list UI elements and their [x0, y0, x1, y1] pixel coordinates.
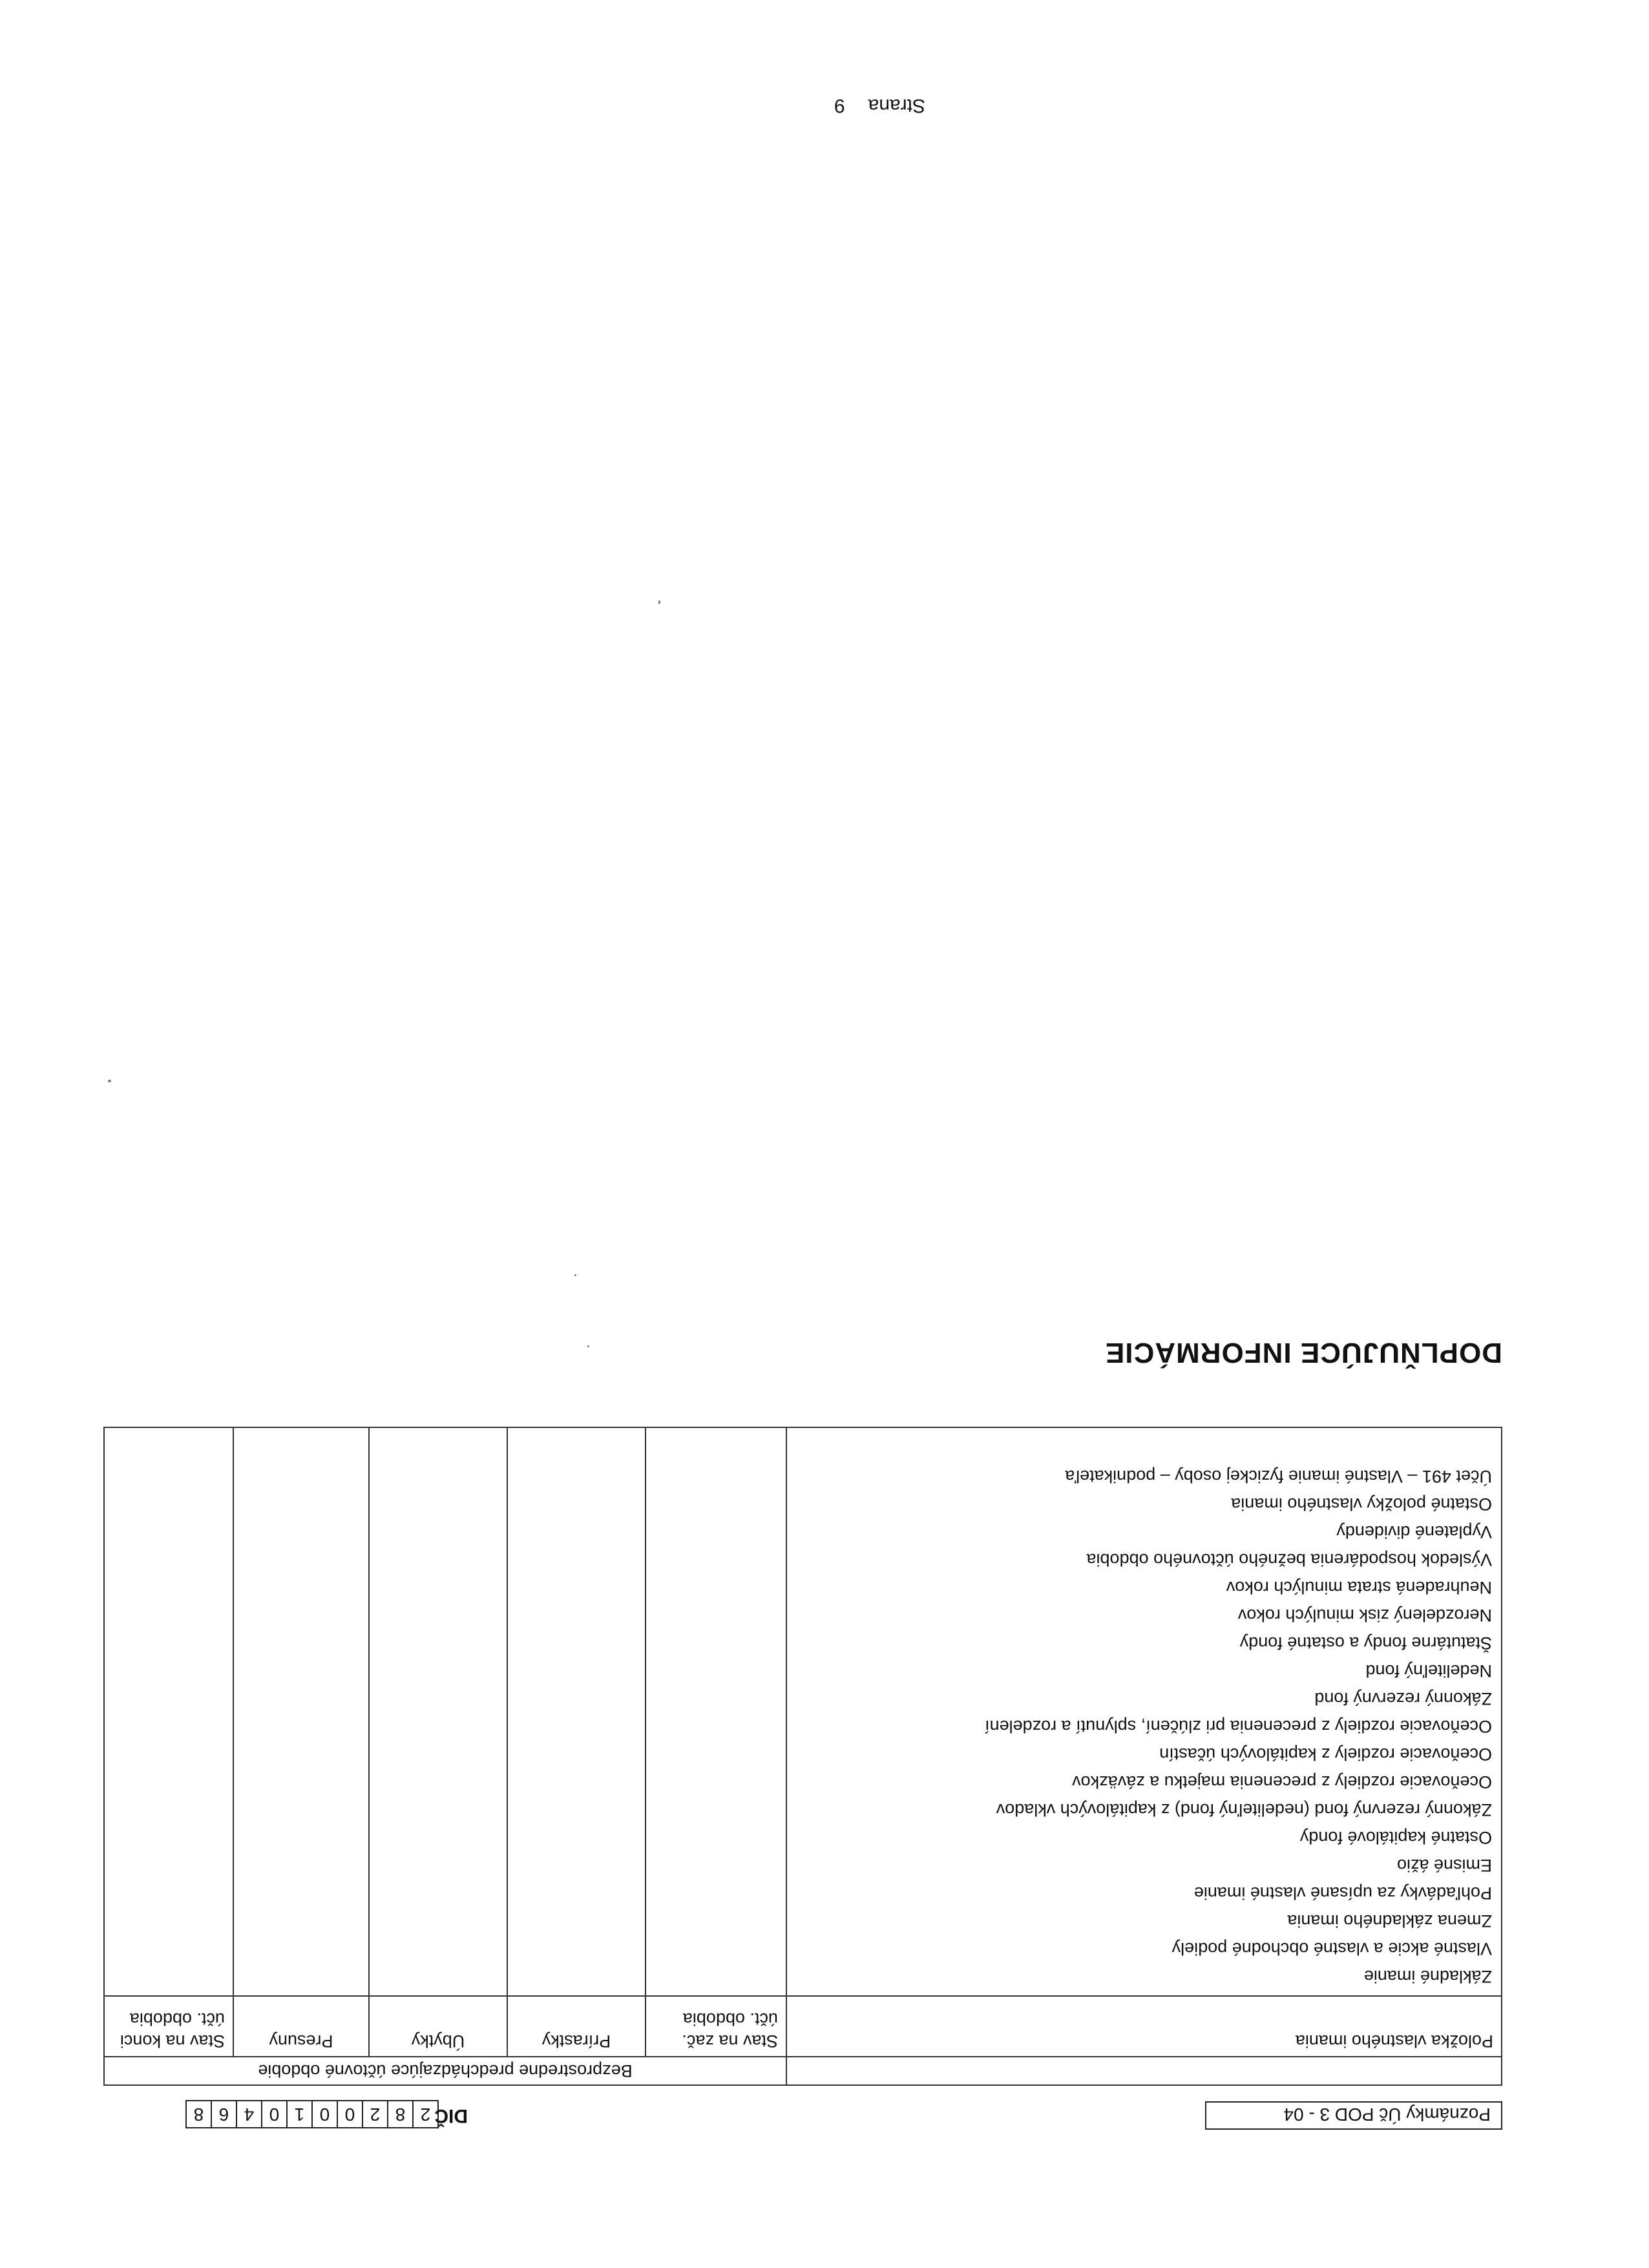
table-row-label: Výsledok hospodárenia bežného účtovného obdobia [1086, 1550, 1492, 1570]
table-row-label: Vlastné akcie a vlastné obchodné podiely [1171, 1939, 1492, 1958]
page-number-value: 9 [834, 95, 845, 116]
table-row-label: Nedeliteľný fond [1365, 1661, 1492, 1681]
table-row-label: Oceňovacie rozdiely z precenenia majetku a záväzkov [1072, 1772, 1492, 1792]
equity-items-cell [786, 1427, 1502, 1996]
value-cell-transfers[interactable] [233, 1427, 369, 1996]
col-header-disposals: Úbytky [369, 1996, 507, 2057]
table-row-label: Nerozdelený zisk minulých rokov [1237, 1606, 1492, 1625]
col-header-item: Položka vlastného imania [786, 1996, 1502, 2057]
dic-digit: 8 [193, 2105, 204, 2125]
dic-digit: 2 [412, 2101, 437, 2127]
table-row-label: Emisné ážio [1396, 1856, 1492, 1875]
table-row-label: Zmena základného imania [1287, 1911, 1492, 1931]
dic-digit: 0 [261, 2101, 286, 2127]
form-code-box: Poznámky Úč POD 3 - 04 [1205, 2101, 1502, 2130]
scan-speck [587, 1345, 589, 1347]
table-row-label: Oceňovacie rozdiely z kapitálových účastín [1159, 1745, 1492, 1764]
dic-digit: 1 [286, 2101, 311, 2127]
table-row-label: Vyplatené dividendy [1336, 1522, 1492, 1542]
col-header-transfers: Presuny [233, 1996, 369, 2057]
value-cell-additions[interactable] [507, 1427, 646, 1996]
table-row-label: Základné imanie [1363, 1967, 1492, 1986]
col-header-start: Stav na zač. účt. obdobia [646, 1996, 786, 2057]
page-number [834, 94, 925, 116]
dic-digit: 0 [337, 2101, 362, 2127]
page-label: Strana [868, 95, 925, 116]
value-cell-start[interactable] [646, 1427, 786, 1996]
equity-changes-table [103, 1427, 1502, 2086]
scan-speck [108, 1080, 111, 1082]
table-row-label: Zákonný rezervný fond (nedeliteľný fond) z kapitálových vkladov [996, 1800, 1492, 1820]
value-cell-end[interactable] [104, 1427, 233, 1996]
scan-speck [574, 1274, 576, 1276]
col-header-end: Stav na konci účt. obdobia [104, 1996, 233, 2057]
period-group-header: Bezprostredne predchádzajúce účtovné obdobie [104, 2057, 786, 2085]
table-row-label: Účet 491 – Vlastné imanie fyzickej osoby – podnikateľa [1065, 1467, 1492, 1486]
table-blank-corner [786, 2057, 1502, 2085]
dic-digit: 8 [387, 2101, 412, 2127]
section-title: DOPLŇUJÚCE INFORMÁCIE [1104, 1337, 1502, 1369]
col-header-additions: Prírastky [507, 1996, 646, 2057]
scan-speck [658, 600, 660, 604]
dic-digit: 4 [236, 2101, 261, 2127]
dic-digit-boxes [185, 2100, 439, 2128]
table-row-label: Ostatné kapitálové fondy [1299, 1828, 1492, 1847]
table-row-label: Ostatné položky vlastného imania [1231, 1495, 1492, 1514]
dic-label: DIČ [434, 2105, 468, 2126]
dic-digit: 6 [211, 2101, 236, 2127]
dic-digit: 0 [311, 2101, 337, 2127]
table-row-label: Oceňovacie rozdiely z precenenia pri zlúčení, splynutí a rozdelení [985, 1717, 1492, 1736]
table-row-label: Pohľadávky za upísané vlastné imanie [1193, 1884, 1492, 1903]
table-row-label: Zákonný rezervný fond [1314, 1689, 1492, 1708]
dic-digit: 2 [362, 2101, 387, 2127]
value-cell-disposals[interactable] [369, 1427, 507, 1996]
table-row-label: Štatutárne fondy a ostatné fondy [1239, 1633, 1492, 1653]
table-row-label: Neuhradená strata minulých rokov [1226, 1578, 1492, 1597]
